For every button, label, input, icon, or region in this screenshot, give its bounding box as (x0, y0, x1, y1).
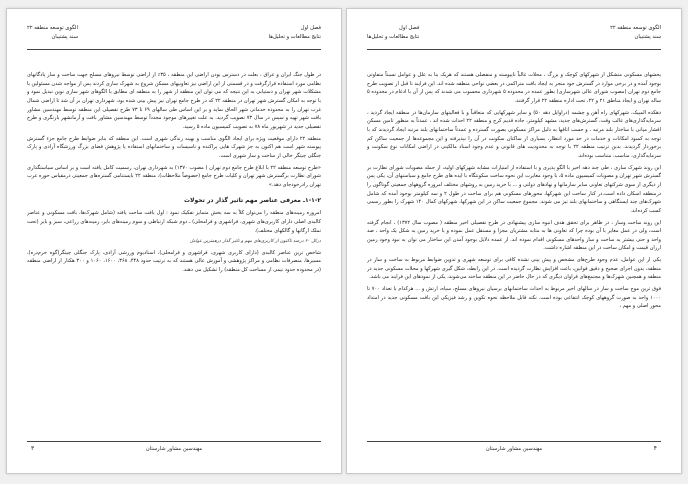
document-title: الگوی توسعه منطقه ۲۲ (27, 25, 78, 31)
document-subtitle: سند پشتیبان (634, 33, 661, 40)
paragraph: دهکده المپیک، شهرکهای راه آهن و چشمه (دراوایل دهه ۵۰) و سایر شهرکهایی که متعاقباً و با فعالیتهای سازمان‌ها در منطقه ایجاد گردید ، سرمایه‌گذاری‌های غالب وقت، گسترش‌های جدید، مشهد کیلومتر، جاده قدیم کرج و منطقه ۲۲ احداث شده اند ، عمدتاً به منظور تامین مسکن اقشار میانی با ساختار بلند مرتبه ، و حسب اتاقها به دلیل مراکز مسکونی بصورت گسترده و عمدتاً ساختمانهای بلند مرتبه ایجاد گردیدند که با توجه به کمبود امکانات و خدمات در حد مورد انتظار، بسیاری از ساکنان سکونت در آن را نپذیرفته و این مجموعه‌ها از جمعیت ساکن کم برخوردار گردیدند. بدین ترتیب منطقه ۲۲ با توجه به محدودیت های قانونی و عدم وجود اسناد مالکیتی در اراضی امکانات نوع سکونت و سرمایه‌گذاری، مناسب، متناسب بوده‌اند. (367, 109, 661, 159)
header-right (269, 24, 321, 41)
figure-note: درکل ۶۰ درصد تاکنون از کاربری‌های مهم و تاثیر گذار درهمترین عوامل (189, 239, 321, 245)
page-body (27, 71, 321, 431)
paragraph: منطقه ۲۲ دارای موقعیت ویژه برای ایجاد الگوی مناسب و بهینه زندگی شهری است. این منطقه که بنابر ضوابط طرح جامع جزء گسترش پیوسته شهر است هم اکنون به جز شهرک هایی پراکنده و تاسیسات و ساختمانهای استفاده یا پژوهش فضای بزرگ ورزشگاه آزادی و پارک جنگلی چیتگر خالی از ساخت و ساز شهری است. (27, 135, 321, 159)
document-subtitle: سند پشتیبان (51, 33, 78, 40)
paragraph: این روند شهرک سازی ، طی چند دهه اخیر با الگو پذیری و با استفاده از امتیازات مشابه شهرکهای اولیه، از جمله مصوبات شورای نظارت بر گسترش شهر تهران و مصوبات کمیسیون ماده ۵، با وجود مغایرت این نحوه ساخت سکونتگاه با ایده های طرح جامع و سیاستهای آن، یکی پس از دیگری از سوی شرکتهای تعاونی سایر سازمانها و نهادهای دولتی و ... با خرید زمین به روشهای مختلف امروزه گروههای جمعیتی گوناگون را درمنطقه اسکان داده است.در کنار ساخت این شهرکها، محورهای مسکونی هم برای ساخت در طول ۲ و سه کیلومتر بوجود آمده که شامل شهرک‌های چند ایستگاهی و ساختمانهای بلند نیز می شوند. مجموع جمعیت ساکن در این شهرکها، شهرکهای کمال ۱۴۰ شهرک را بطور رسمی کسب کرده‌اند. (367, 164, 661, 214)
paragraph: در طول جنگ ایران و عراق ، بعلت در دسترس بودن اراضی این منطقه ، ۳۵٪ از اراضی توسط نیروهای مسلح جهت ساخت و ساز پادگانهای نظامی مورد استفاده قرارگرفت و در قسمتی از این اراضی نیز تعاونیهای مسکن شروع به شهرک سازی کردند پس از مواجه شدن مسئولین با مشکلات شهر تهران و دستیابی به این نتیجه که می توان این منطقه از شهر را به منطقه ای مطابق با الگوهای شهر سازی نوین تبدیل نمود و با توجه به امکان گسترش شهر تهران در منطقه ۲۲ که در طرح جامع تهران نیز پیش بینی شده بود، شهرداری تهران بر آن شد تا اراضی شمال غرب تهران را به محدوده خدماتی شهر الحاق نماید و بر این اساس طی سالهای ۶۹ تا ۷۳ طرح تفصیلی این منطقه توسط مهندسین مشاور بافت شهر تهیه و سپس در سال ۷۳ تصویب گردید. به علت تغییرهای موجود مجدداً توسط مهندسین مشاور بافت و آرمانشهر بازنگری و طرح تفصیلی جدید در شهریور ماه ۷۸ به تصویب کمیسیون ماده ۵ رسید. (27, 72, 321, 130)
page-footer (27, 441, 321, 455)
section-heading: ۱-۱-۲ـ معرفی عناصر مهم تاثیر گذار در تحولات (184, 196, 321, 204)
header-right (610, 24, 661, 41)
document-page-4 (346, 8, 682, 474)
page-header (27, 24, 321, 50)
header-left (27, 24, 78, 41)
paragraph: این روند ساخت وساز ، در ظاهر برای تحقق هدف انبوه سازی پیشنهادی در طرح تفصیلی اخیر منطقه ( مصوب سال ۱۳۷۲) ، انجام گرفته است، ولی در عمل مغایر با آن بوده چرا که تعاونی ها به مثابه مشتریان مجزا و مستقل عمل نموده و با خرید زمین به شکل یک واحد ، صد واحد و حتی بیشتر به ساخت و ساز واحدهای مسکونی اقدام نموده اند. از عمده دلایل بوجود آمدن این ساختار می توان به نبود وجود زمین ارزان قیمت و امکان ساخت در این منطقه اشاره داشت. (367, 219, 661, 252)
page-footer (367, 441, 661, 455)
document-title: الگوی توسعه منطقه ۲۲ (610, 25, 661, 31)
chapter-subtitle: نتایج مطالعات و تحلیل‌ها (367, 33, 420, 40)
document-page-3 (6, 8, 342, 474)
paragraph: یکی از این عوامل، عدم وجود طرح‌های مشخص و پیش بینی نشده کافی برای توسعه شهری و تدوین ضوابط مربوط به ساخت و ساز در منطقه، بدون اجرای صحیح و دقیق قوانین، باعث افزایش نظارت گردیده است. در این رابطه، شکل گیری شهرکها و محلات مسکونی جدید در منطقه و همچنین شهرک‌ها و مجتمع‌های فراوان دیگری که در حال حاضر در این منطقه ساخته می‌شوند، یکی از نمودهای این فرایند می باشد. (367, 257, 661, 281)
footer-publisher: مهندسین مشاور شارستان (145, 446, 203, 452)
chapter-subtitle: نتایج مطالعات و تحلیل‌ها (268, 33, 321, 40)
paragraph: بخشهای مسکونی متشکل از شهرکهای کوچک و بزرگ ، محلات غالباً ناپیوسته و منفصلی هستند که هریک بنا به علل و عوامل نسبتاً متفاوتی بوجود آمده و در برخی موارد در گسترش خود منجر به ایجاد بافت متراکمی در بعضی نواحی منطقه شده اند. این فرایند تا قبل از تصویب طرح جامع دوم تهران (مصوب شورای عالی شهرسازی) بطور عمده در محدوده ۵ شهرداری محسوب می شدند که پس از آن با ادغام در محدوده ۵ ساله تهران و ایجاد مناطق ۲۱ و ۲۲، تحت اداره منطقه ۲۲ قرار گرفتند. (367, 72, 661, 104)
paragraph: فوق ترین موج ساخت و ساز در سالهای اخیر مربوط به احداث ساختمانهای برسیان نیروهای مسلح، سپاه، ارتش و ... هرکدام با تعداد ۷۰۰ تا ۱۰۰۰ واحد به صورت گروههای کوچک انتفاعی بوده است. نکته قابل ملاحظه نحوه تکوین و رشد فیزیکی این بافت مسکونی جدید در امتداد محور اصلی و مهم ، (367, 286, 661, 310)
page-number: ۴ (653, 445, 657, 452)
header-left (367, 24, 419, 41)
paragraph: امروزه زمینه‌های منطقه را می‌توان کلاً به سه بخش متمایز تفکیک نمود : اول بافت ساخت یافته (شامل شهرک‌ها، بافت مسکونی و عناصر کالبدی اصلی دارای کاربری‌های شهری، فراشهری و فرامحلی) ـ دوم شبکه ارتباطی و سوم زمینه‌های بایر، زمینه‌های زراعی، سبز و بایر (تحت تملک ارگانها و گالکهای مختلف). (27, 210, 321, 234)
paragraph: «طرح توسعه منطقه ۲۲ با ابلاغ طرح جامع دوم تهران ( مصوب ۱۳۷۰) به شهرداری تهران، رسمیت کامل یافته است و بر اساس سیاستگذاری شورای نظارت برگسترش شهر تهران و کلیات طرح جامع (خصوصاً ملاحظات)، منطقه ۲۲ بایستنامی گستره‌های جمعیتی درمقیاس حوزه غرب تهران رادرخودجای دهد.» (27, 164, 321, 188)
chapter-label: فصل اول (300, 25, 321, 31)
paragraph: شاخص ترین عناصر کالبدی (دارای کاربری شهری، فراشهری و فرامحلی)، استادیوم ورزشی آزادی، پارک جنگلی چیتگر(گوه خرم‌دره)، مسیرها، منصرفات نظامی و مراکز پژوهشی و آموزش عالی هستند که به ترتیب حدود ۴۴۸، ۳۶۸، ۱۶۰۰، ۱۰۶۰ و ۳۰۰ هکتار از اراضی منطقه (در محدوده حدود نیمی از مساحت کل منطقه) را تشکیل می دهند. (27, 249, 321, 274)
page-body (367, 71, 661, 431)
footer-publisher: مهندسین مشاور شارستان (485, 446, 543, 452)
chapter-label: فصل اول (399, 25, 420, 31)
page-header (367, 24, 661, 50)
page-number: ۳ (31, 445, 35, 452)
